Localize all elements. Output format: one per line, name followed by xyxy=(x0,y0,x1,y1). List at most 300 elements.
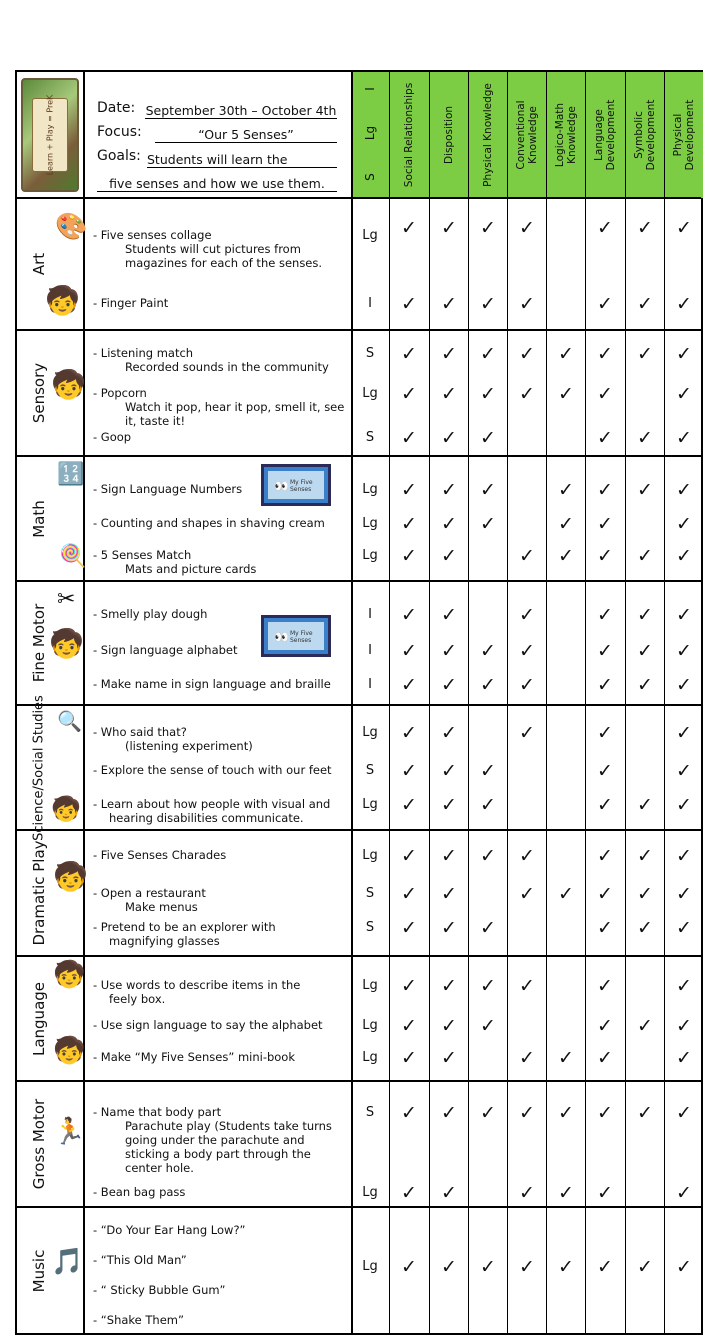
check-mark: ✓ xyxy=(637,427,653,449)
check-mark: ✓ xyxy=(676,1182,692,1204)
date-label: Date: xyxy=(97,100,136,116)
check-mark: ✓ xyxy=(480,794,496,816)
check-mark: ✓ xyxy=(597,545,613,567)
activity-level: Lg xyxy=(362,797,378,812)
row-divider xyxy=(17,704,701,706)
check-mark: ✓ xyxy=(519,640,535,662)
activity-line: sticking a body part through the xyxy=(125,1147,311,1161)
check-mark: ✓ xyxy=(676,604,692,626)
check-mark: ✓ xyxy=(480,640,496,662)
activity-level: S xyxy=(365,346,375,361)
check-mark: ✓ xyxy=(480,845,496,867)
check-mark: ✓ xyxy=(676,760,692,782)
check-mark: ✓ xyxy=(519,343,535,365)
check-mark: ✓ xyxy=(441,674,457,696)
card-inner xyxy=(268,622,324,650)
row-divider xyxy=(17,829,701,831)
activity-item xyxy=(93,228,322,270)
domain-header-3 xyxy=(468,72,507,198)
column-divider xyxy=(468,72,469,1333)
activity-level: Lg xyxy=(362,1018,378,1033)
check-mark: ✓ xyxy=(637,479,653,501)
activity-item xyxy=(93,346,329,374)
activity-line: - Use sign language to say the alphabet xyxy=(93,1018,323,1032)
activity-item xyxy=(93,548,256,576)
check-mark: ✓ xyxy=(480,674,496,696)
activity-item xyxy=(93,1050,295,1064)
check-mark: ✓ xyxy=(441,1047,457,1069)
activity-level: S xyxy=(365,920,375,935)
check-mark: ✓ xyxy=(519,293,535,315)
category-science-social-studies xyxy=(17,694,83,841)
check-mark: ✓ xyxy=(401,917,417,939)
check-mark: ✓ xyxy=(637,1015,653,1037)
check-mark: ✓ xyxy=(480,760,496,782)
check-mark: ✓ xyxy=(441,917,457,939)
check-mark: ✓ xyxy=(637,794,653,816)
check-mark: ✓ xyxy=(401,1102,417,1124)
level-header-i: I xyxy=(363,87,377,91)
category-art xyxy=(17,198,88,330)
check-mark: ✓ xyxy=(676,883,692,905)
column-divider xyxy=(585,72,586,1333)
activity-line: Parachute play (Students take turns xyxy=(125,1119,332,1133)
level-header-lg: Lg xyxy=(363,125,377,141)
check-mark: ✓ xyxy=(401,1182,417,1204)
activity-level: Lg xyxy=(362,1259,378,1274)
level-header xyxy=(351,72,389,198)
check-mark: ✓ xyxy=(637,640,653,662)
activity-line: - “Do Your Ear Hang Low?” xyxy=(93,1223,246,1237)
check-mark: ✓ xyxy=(480,917,496,939)
check-mark: ✓ xyxy=(519,383,535,405)
activity-line: Make menus xyxy=(125,900,198,914)
category-picture-icon: 🏃 xyxy=(53,1117,86,1147)
check-mark: ✓ xyxy=(676,545,692,567)
check-mark: ✓ xyxy=(401,604,417,626)
check-mark: ✓ xyxy=(597,975,613,997)
check-mark: ✓ xyxy=(558,343,574,365)
eyes-icon: 👀 xyxy=(274,479,289,493)
goals-line-1: Students will learn the xyxy=(147,152,337,168)
check-mark: ✓ xyxy=(401,845,417,867)
activity-line: - Use words to describe items in the xyxy=(93,978,301,992)
eyes-icon: 👀 xyxy=(274,630,289,644)
check-mark: ✓ xyxy=(480,217,496,239)
check-mark: ✓ xyxy=(401,674,417,696)
check-mark: ✓ xyxy=(441,545,457,567)
check-mark: ✓ xyxy=(637,1102,653,1124)
activity-item xyxy=(93,763,332,777)
domain-header-6 xyxy=(585,72,625,198)
domain-header-label: Conventional Knowledge xyxy=(514,100,539,170)
check-mark: ✓ xyxy=(597,479,613,501)
check-mark: ✓ xyxy=(519,1102,535,1124)
category-name: Math xyxy=(30,499,48,538)
activity-level: S xyxy=(365,886,375,901)
category-name: Language xyxy=(30,981,48,1056)
check-mark: ✓ xyxy=(676,640,692,662)
check-mark: ✓ xyxy=(401,513,417,535)
date-value: September 30th – October 4th xyxy=(145,103,337,118)
activity-item xyxy=(93,296,168,310)
category-name: Sensory xyxy=(30,362,48,424)
activity-line: feely box. xyxy=(109,992,166,1006)
activity-line: going under the parachute and xyxy=(125,1133,305,1147)
category-sensory xyxy=(17,330,86,456)
activity-line: - Who said that? xyxy=(93,725,187,739)
category-math xyxy=(17,456,87,581)
activity-item xyxy=(93,516,325,530)
check-mark: ✓ xyxy=(676,343,692,365)
activity-line: center hole. xyxy=(125,1161,194,1175)
check-mark: ✓ xyxy=(558,1102,574,1124)
activity-line: Students will cut pictures from xyxy=(125,242,301,256)
category-language xyxy=(17,956,86,1081)
activity-line: - Make “My Five Senses” mini-book xyxy=(93,1050,296,1064)
activity-item xyxy=(93,677,331,691)
row-divider xyxy=(17,1206,701,1208)
column-divider xyxy=(507,72,508,1333)
check-mark: ✓ xyxy=(401,383,417,405)
activity-item xyxy=(93,386,344,428)
check-mark: ✓ xyxy=(480,1015,496,1037)
activity-item xyxy=(93,886,206,914)
check-mark: ✓ xyxy=(401,883,417,905)
activity-level: Lg xyxy=(362,386,378,401)
check-mark: ✓ xyxy=(401,760,417,782)
activity-line: Mats and picture cards xyxy=(125,562,257,576)
category-music xyxy=(17,1207,83,1335)
check-mark: ✓ xyxy=(441,479,457,501)
row-divider xyxy=(17,955,701,957)
check-mark: ✓ xyxy=(441,845,457,867)
check-mark: ✓ xyxy=(401,1015,417,1037)
activity-line: - Bean bag pass xyxy=(93,1185,186,1199)
check-mark: ✓ xyxy=(637,545,653,567)
activity-level: I xyxy=(368,296,372,311)
check-mark: ✓ xyxy=(676,479,692,501)
activity-line: - “This Old Man” xyxy=(93,1253,187,1267)
check-mark: ✓ xyxy=(558,479,574,501)
activity-line: magazines for each of the senses. xyxy=(125,256,323,270)
activity-line: - “ Sticky Bubble Gum” xyxy=(93,1283,226,1297)
category-picture-icon: 🎨 xyxy=(55,212,88,242)
check-mark: ✓ xyxy=(597,217,613,239)
check-mark: ✓ xyxy=(519,1256,535,1278)
check-mark: ✓ xyxy=(558,1047,574,1069)
activity-line: - Listening match xyxy=(93,346,194,360)
check-mark: ✓ xyxy=(676,1256,692,1278)
check-mark: ✓ xyxy=(637,845,653,867)
check-mark: ✓ xyxy=(401,975,417,997)
activity-line: - Pretend to be an explorer with xyxy=(93,920,276,934)
domain-header-label: Logico-Math Knowledge xyxy=(553,102,578,168)
domain-header-label: Physical Development xyxy=(671,99,696,171)
category-gross-motor xyxy=(17,1081,86,1207)
check-mark: ✓ xyxy=(676,917,692,939)
category-dramatic-play xyxy=(17,830,88,956)
check-mark: ✓ xyxy=(637,883,653,905)
check-mark: ✓ xyxy=(597,1182,613,1204)
category-picture-icon: 🧒 xyxy=(53,860,88,893)
check-mark: ✓ xyxy=(441,760,457,782)
domain-header-1 xyxy=(389,72,429,198)
check-mark: ✓ xyxy=(441,343,457,365)
activity-line: - Popcorn xyxy=(93,386,147,400)
category-name: Dramatic Play xyxy=(30,840,48,946)
activity-level: I xyxy=(368,677,372,692)
activity-item xyxy=(93,1223,246,1237)
check-mark: ✓ xyxy=(441,640,457,662)
activity-item xyxy=(93,1018,323,1032)
check-mark: ✓ xyxy=(676,722,692,744)
check-mark: ✓ xyxy=(519,1182,535,1204)
category-picture-icon: 🧒 xyxy=(51,368,86,401)
column-divider xyxy=(389,72,390,1333)
activity-line: - Open a restaurant xyxy=(93,886,206,900)
category-picture-icon: 🧒 xyxy=(45,284,80,317)
activity-line: - Goop xyxy=(93,430,132,444)
check-mark: ✓ xyxy=(401,293,417,315)
column-divider xyxy=(546,72,547,1333)
check-mark: ✓ xyxy=(676,1047,692,1069)
activity-line: - “Shake Them” xyxy=(93,1313,184,1327)
check-mark: ✓ xyxy=(676,674,692,696)
card-title: My Five Senses xyxy=(290,630,313,644)
activity-item xyxy=(93,978,300,1006)
category-name: Fine Motor xyxy=(30,603,48,683)
check-mark: ✓ xyxy=(401,479,417,501)
column-divider xyxy=(625,72,626,1333)
check-mark: ✓ xyxy=(597,1256,613,1278)
activity-line: - Learn about how people with visual and xyxy=(93,797,331,811)
check-mark: ✓ xyxy=(637,343,653,365)
category-picture-icon: 🧒 xyxy=(51,795,81,823)
activity-line: it, taste it! xyxy=(125,414,186,428)
activity-item xyxy=(93,1283,226,1297)
check-mark: ✓ xyxy=(519,217,535,239)
activity-item xyxy=(93,797,330,825)
check-mark: ✓ xyxy=(441,1182,457,1204)
check-mark: ✓ xyxy=(441,513,457,535)
check-mark: ✓ xyxy=(441,217,457,239)
check-mark: ✓ xyxy=(480,1256,496,1278)
row-divider xyxy=(17,197,701,199)
activity-level: Lg xyxy=(362,228,378,243)
check-mark: ✓ xyxy=(441,883,457,905)
activity-line: - Explore the sense of touch with our feet xyxy=(93,763,332,777)
row-divider xyxy=(17,329,701,331)
activity-item xyxy=(93,643,238,657)
activity-line: magnifying glasses xyxy=(109,934,220,948)
check-mark: ✓ xyxy=(401,217,417,239)
check-mark: ✓ xyxy=(676,427,692,449)
check-mark: ✓ xyxy=(519,883,535,905)
column-divider xyxy=(429,72,430,1333)
check-mark: ✓ xyxy=(597,640,613,662)
activity-line: - 5 Senses Match xyxy=(93,548,192,562)
check-mark: ✓ xyxy=(558,1182,574,1204)
category-picture-icon: 🧒 xyxy=(49,627,84,660)
card-title: My Five Senses xyxy=(290,479,313,493)
category-picture-icon: 🍭 xyxy=(59,544,87,569)
activity-line: - Counting and shapes in shaving cream xyxy=(93,516,325,530)
category-picture-icon: 🧒 xyxy=(53,1036,86,1066)
check-mark: ✓ xyxy=(441,293,457,315)
activity-level: S xyxy=(365,763,375,778)
date-row xyxy=(97,100,135,116)
check-mark: ✓ xyxy=(597,794,613,816)
check-mark: ✓ xyxy=(480,479,496,501)
activity-level: Lg xyxy=(362,1185,378,1200)
check-mark: ✓ xyxy=(441,722,457,744)
activity-level: Lg xyxy=(362,725,378,740)
activity-level: S xyxy=(365,1105,375,1120)
activity-line: Recorded sounds in the community xyxy=(125,360,329,374)
row-divider xyxy=(17,580,701,582)
check-mark: ✓ xyxy=(519,975,535,997)
activity-line: - Five Senses Charades xyxy=(93,848,227,862)
category-name: Science/Social Studies xyxy=(31,694,47,841)
check-mark: ✓ xyxy=(597,427,613,449)
level-header-s: S xyxy=(363,173,377,181)
check-mark: ✓ xyxy=(558,513,574,535)
check-mark: ✓ xyxy=(637,917,653,939)
activity-item xyxy=(93,430,131,444)
check-mark: ✓ xyxy=(441,794,457,816)
activity-line: - Make name in sign language and braille xyxy=(93,677,331,691)
check-mark: ✓ xyxy=(519,722,535,744)
activity-item xyxy=(93,1105,332,1175)
category-fine-motor xyxy=(17,581,83,705)
domain-header-label: Physical Knowledge xyxy=(481,83,494,187)
goals-label: Goals: xyxy=(97,148,141,164)
activity-level: Lg xyxy=(362,848,378,863)
activity-line: - Sign Language Numbers xyxy=(93,482,243,496)
check-mark: ✓ xyxy=(401,722,417,744)
check-mark: ✓ xyxy=(597,383,613,405)
activity-line: - Name that body part xyxy=(93,1105,222,1119)
check-mark: ✓ xyxy=(441,1102,457,1124)
check-mark: ✓ xyxy=(441,383,457,405)
activity-line: - Finger Paint xyxy=(93,296,169,310)
row-divider xyxy=(17,455,701,457)
check-mark: ✓ xyxy=(597,1102,613,1124)
activity-level: Lg xyxy=(362,1050,378,1065)
activity-level: S xyxy=(365,430,375,445)
category-picture-icon: 🧒 xyxy=(53,960,86,990)
category-picture-icon: 🔍 xyxy=(57,709,82,733)
check-mark: ✓ xyxy=(480,343,496,365)
category-name: Music xyxy=(30,1249,48,1293)
check-mark: ✓ xyxy=(597,722,613,744)
check-mark: ✓ xyxy=(401,343,417,365)
activity-item xyxy=(93,1185,185,1199)
domain-header-4 xyxy=(507,72,546,198)
check-mark: ✓ xyxy=(597,343,613,365)
activity-level: Lg xyxy=(362,516,378,531)
domain-header-label: Symbolic Development xyxy=(632,99,657,171)
check-mark: ✓ xyxy=(441,604,457,626)
activity-level: I xyxy=(368,643,372,658)
check-mark: ✓ xyxy=(558,383,574,405)
check-mark: ✓ xyxy=(480,513,496,535)
check-mark: ✓ xyxy=(519,845,535,867)
check-mark: ✓ xyxy=(441,1015,457,1037)
category-picture-icon: ✂ xyxy=(57,587,76,612)
check-mark: ✓ xyxy=(558,1256,574,1278)
check-mark: ✓ xyxy=(676,975,692,997)
domain-header-8 xyxy=(664,72,703,198)
focus-label: Focus: xyxy=(97,124,142,140)
check-mark: ✓ xyxy=(597,883,613,905)
domain-header-label: Language Development xyxy=(593,99,617,171)
check-mark: ✓ xyxy=(676,1102,692,1124)
check-mark: ✓ xyxy=(401,1047,417,1069)
activity-item xyxy=(93,920,276,948)
check-mark: ✓ xyxy=(676,1015,692,1037)
check-mark: ✓ xyxy=(597,513,613,535)
check-mark: ✓ xyxy=(401,427,417,449)
card-inner xyxy=(268,471,324,499)
check-mark: ✓ xyxy=(480,383,496,405)
check-mark: ✓ xyxy=(441,427,457,449)
check-mark: ✓ xyxy=(597,917,613,939)
activity-line: - Smelly play dough xyxy=(93,607,208,621)
domain-header-label: Disposition xyxy=(442,105,455,165)
activity-item xyxy=(93,1253,187,1267)
check-mark: ✓ xyxy=(676,293,692,315)
focus-value: “Our 5 Senses” xyxy=(155,127,337,143)
check-mark: ✓ xyxy=(519,604,535,626)
check-mark: ✓ xyxy=(519,545,535,567)
check-mark: ✓ xyxy=(441,1256,457,1278)
activity-level: I xyxy=(368,607,372,622)
check-mark: ✓ xyxy=(401,640,417,662)
check-mark: ✓ xyxy=(441,975,457,997)
category-picture-icon: 🔢 xyxy=(57,462,85,487)
activity-item xyxy=(93,482,242,496)
check-mark: ✓ xyxy=(676,794,692,816)
check-mark: ✓ xyxy=(480,1102,496,1124)
check-mark: ✓ xyxy=(401,794,417,816)
category-picture-icon: 🎵 xyxy=(51,1247,84,1277)
check-mark: ✓ xyxy=(401,545,417,567)
activity-item xyxy=(93,607,207,621)
activity-line: - Five senses collage xyxy=(93,228,212,242)
five-senses-card-image xyxy=(261,464,331,506)
check-mark: ✓ xyxy=(519,1047,535,1069)
check-mark: ✓ xyxy=(597,1015,613,1037)
check-mark: ✓ xyxy=(597,604,613,626)
domain-header-label: Social Relationships xyxy=(403,82,415,188)
check-mark: ✓ xyxy=(597,845,613,867)
check-mark: ✓ xyxy=(637,604,653,626)
check-mark: ✓ xyxy=(676,217,692,239)
check-mark: ✓ xyxy=(519,674,535,696)
category-name: Gross Motor xyxy=(30,1098,48,1190)
column-divider xyxy=(351,72,353,1333)
check-mark: ✓ xyxy=(480,293,496,315)
activity-level: Lg xyxy=(362,482,378,497)
domain-header-5 xyxy=(546,72,585,198)
activity-line: Watch it pop, hear it pop, smell it, see xyxy=(125,400,345,414)
check-mark: ✓ xyxy=(597,674,613,696)
check-mark: ✓ xyxy=(597,1047,613,1069)
check-mark: ✓ xyxy=(401,1256,417,1278)
check-mark: ✓ xyxy=(676,513,692,535)
